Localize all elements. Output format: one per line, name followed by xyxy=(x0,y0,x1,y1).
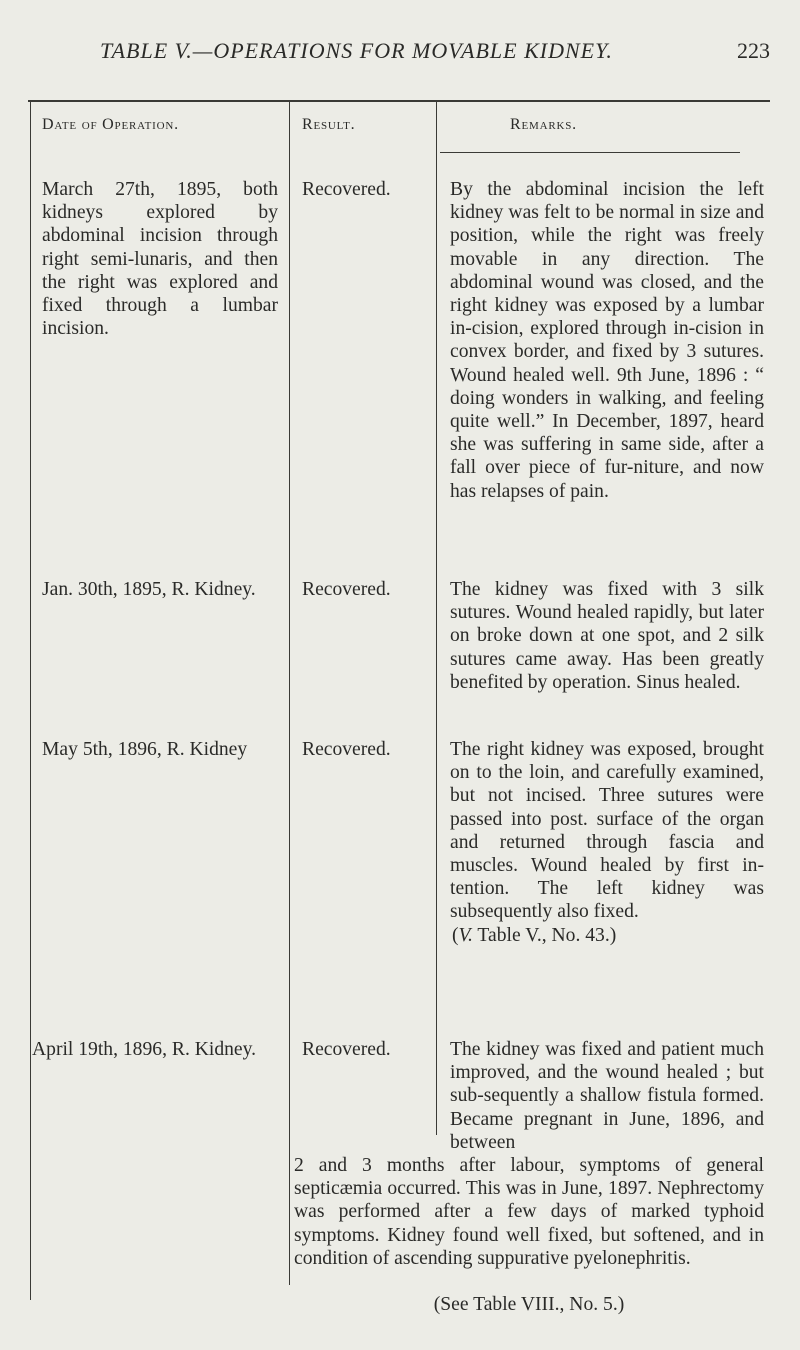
running-head xyxy=(100,38,770,64)
row-3-remarks-block xyxy=(450,738,764,947)
row-1-result: Recovered. xyxy=(302,179,391,200)
row-4-remarks-citation: (See Table VIII., No. 5.) xyxy=(433,1294,625,1315)
row-2-result: Recovered. xyxy=(302,579,391,600)
row-3-citation xyxy=(450,924,764,947)
row-2-date: Jan. 30th, 1895, R. Kidney. xyxy=(42,579,256,600)
column-header-date: Date of Operation. xyxy=(42,116,179,133)
running-head-title: TABLE V.—OPERATIONS FOR MOVABLE KIDNEY. xyxy=(100,38,613,63)
row-2-remarks: The kidney was fixed with 3 silk sutures. Wound healed rapidly, but later on broke down at one spot, and 2 silk sutures came away. Has been greatly benefited by operation. Sinus healed. xyxy=(450,579,764,693)
header-bottom-rule xyxy=(440,152,740,153)
row-4-date: April 19th, 1896, R. Kidney. xyxy=(32,1039,257,1060)
row-3-remarks: The right kidney was exposed, brought on to the loin, and carefully examined, but not incised. Three sutures were passed into post. surface of the organ and returned through fascia and muscles. Wound healed by first in-tention. The left kidney was subsequently also fixed. xyxy=(450,739,764,923)
row-3-date: May 5th, 1896, R. Kidney xyxy=(42,739,248,760)
row-1-remarks: By the abdominal incision the left kidney was felt to be normal in size and position, while the right was freely movable in any direction. The abdominal wound was closed, and the right kidney was exposed by a lumbar in-cision, explored through in-cision in convex border, and fixed by 3 sutures. Wound healed well. 9th June, 1896 : “ doing wonders in walking, and feeling quite well.” In December, 1897, heard she was suffering in same side, after a fall over piece of fur-niture, and now has relapses of pain. xyxy=(450,179,764,502)
row-4-result: Recovered. xyxy=(302,1039,391,1060)
row-3-result: Recovered. xyxy=(302,739,391,760)
page-number: 223 xyxy=(737,38,770,63)
row-3-citation-italic: V. xyxy=(458,924,473,946)
column-header-remarks: Remarks. xyxy=(510,116,577,133)
row-4-remarks-wide: 2 and 3 months after labour, symptoms of general septicæmia occurred. This was in June, 1897. Nephrectomy was performed after a few days of marked typhoid symptoms. Kidney found well fixed, but softened, and in condition of ascending suppurative pyelonephritis. xyxy=(294,1155,764,1269)
row-3-citation-rest: Table V., No. 43.) xyxy=(472,924,617,946)
column-divider-result-remarks xyxy=(436,100,437,1135)
column-divider-left xyxy=(30,100,31,1300)
column-divider-date-result xyxy=(289,100,290,1285)
column-header-result: Result. xyxy=(302,116,356,133)
table-top-rule xyxy=(28,100,770,102)
row-3-citation-open: ( xyxy=(452,924,459,946)
row-4-remarks: The kidney was fixed and patient much improved, and the wound healed ; but sub-sequently a shallow fistula formed. Became pregnant in June, 1896, and between xyxy=(450,1039,764,1153)
row-1-date: March 27th, 1895, both kidneys explored by abdominal incision through right semi-lunaris, and then the right was explored and fixed through a lumbar incision. xyxy=(42,179,278,340)
